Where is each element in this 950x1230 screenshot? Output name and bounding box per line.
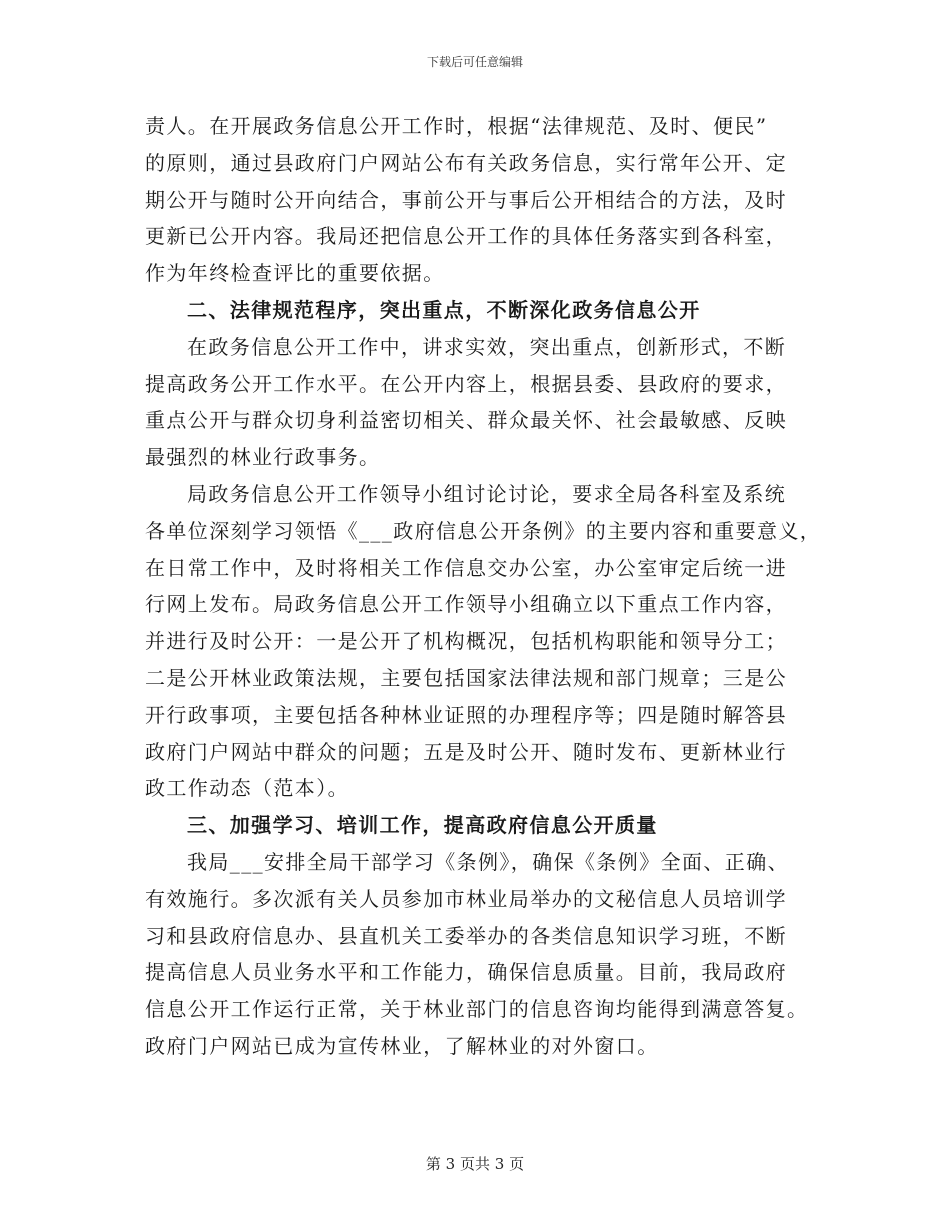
paragraph-line: 重点公开与群众切身利益密切相关、群众最关怀、社会最敏感、反映 xyxy=(145,408,787,433)
paragraph-line: 开行政事项，主要包括各种林业证照的办理程序等；四是随时解答县 xyxy=(145,702,787,727)
paragraph-line: 并进行及时公开：一是公开了机构概况，包括机构职能和领导分工； xyxy=(145,629,787,654)
paragraph-line: 更新已公开内容。我局还把信息公开工作的具体任务落实到各科室， xyxy=(145,224,787,249)
paragraph-line: 在政务信息公开工作中，讲求实效，突出重点，创新形式，不断 xyxy=(187,334,787,359)
paragraph-line: 期公开与随时公开向结合，事前公开与事后公开相结合的方法，及时 xyxy=(145,187,787,212)
paragraph-line: 提高信息人员业务水平和工作能力，确保信息质量。目前，我局政府 xyxy=(145,960,787,985)
document-body xyxy=(145,108,825,1065)
paragraph-line: 信息公开工作运行正常，关于林业部门的信息咨询均能得到满意答复。 xyxy=(145,997,809,1022)
paragraph-line: 习和县政府信息办、县直机关工委举办的各类信息知识学习班，不断 xyxy=(145,923,787,948)
paragraph-line: 政府门户网站中群众的问题；五是及时公开、随时发布、更新林业行 xyxy=(145,739,787,764)
paragraph-line: 二是公开林业政策法规，主要包括国家法律法规和部门规章；三是公 xyxy=(145,665,787,690)
section-heading: 二、法律规范程序，突出重点，不断深化政务信息公开 xyxy=(187,297,701,322)
paragraph-line: 政府门户网站已成为宣传林业，了解林业的对外窗口。 xyxy=(145,1033,659,1058)
paragraph-line: 行网上发布。局政务信息公开工作领导小组确立以下重点工作内容， xyxy=(145,592,787,617)
paragraph-line: 最强烈的林业行政事务。 xyxy=(145,445,381,470)
paragraph-line: 局政务信息公开工作领导小组讨论讨论，要求全局各科室及系统 xyxy=(187,481,787,506)
paragraph-line: 各单位深刻学习领悟《___政府信息公开条例》的主要内容和重要意义， xyxy=(145,518,822,543)
paragraph-line: 作为年终检查评比的重要依据。 xyxy=(145,261,445,286)
page-number-footer: 第 3 页共 3 页 xyxy=(425,1155,525,1173)
paragraph-line: 我局___安排全局干部学习《条例》，确保《条例》全面、正确、 xyxy=(187,849,789,874)
paragraph-line: 在日常工作中，及时将相关工作信息交办公室，办公室审定后统一进 xyxy=(145,555,787,580)
page-header-note: 下载后可任意编辑 xyxy=(426,55,523,69)
paragraph-line: 的原则，通过县政府门户网站公布有关政务信息，实行常年公开、定 xyxy=(145,150,787,175)
paragraph-line: 提高政务公开工作水平。在公开内容上，根据县委、县政府的要求， xyxy=(145,371,787,396)
paragraph-line: 有效施行。多次派有关人员参加市林业局举办的文秘信息人员培训学 xyxy=(145,886,787,911)
paragraph-line: 政工作动态（范本）。 xyxy=(145,776,349,801)
paragraph-line: 责人。在开展政务信息公开工作时，根据“法律规范、及时、便民” xyxy=(145,114,768,138)
section-heading: 三、加强学习、培训工作，提高政府信息公开质量 xyxy=(187,813,658,838)
